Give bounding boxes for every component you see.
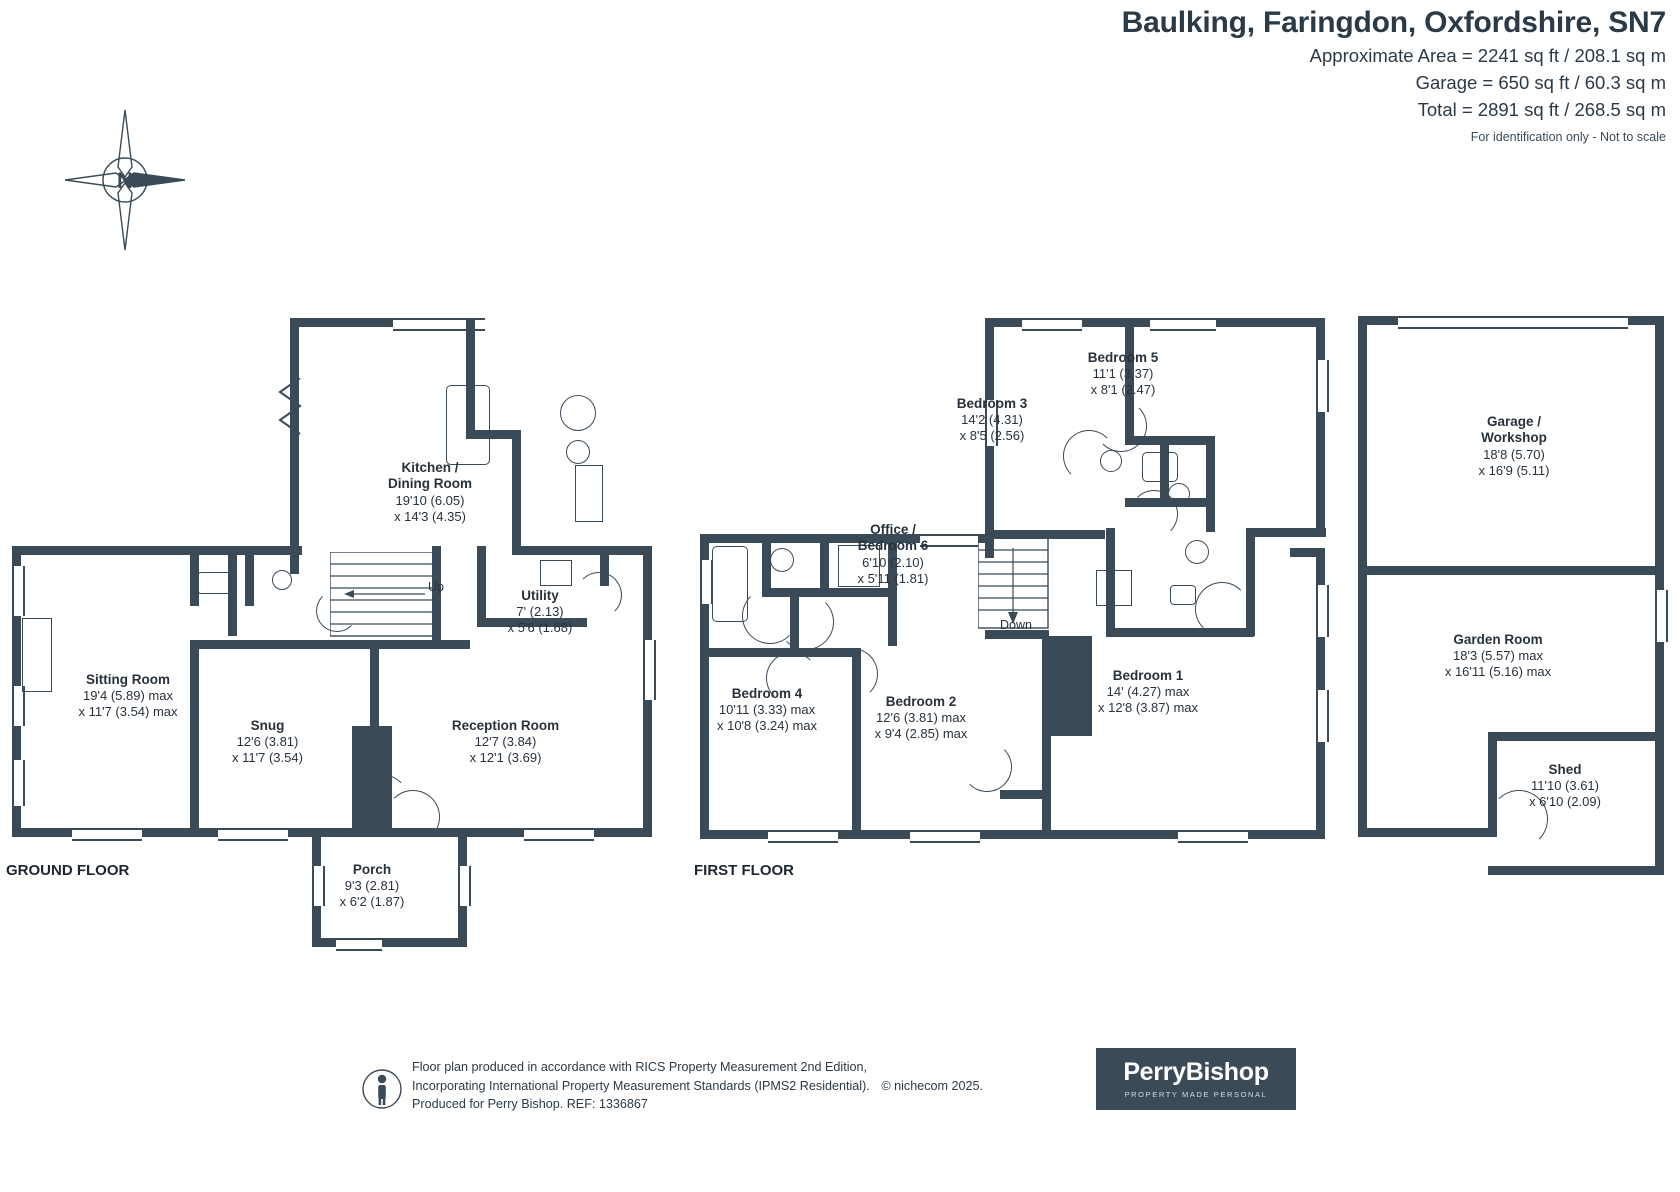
basin-icon: [272, 570, 292, 590]
door-swing: [1130, 490, 1178, 538]
header: [1122, 6, 1666, 144]
window: [643, 640, 656, 700]
sink-icon: [566, 440, 590, 464]
area-summary: [1122, 45, 1666, 121]
footer-copyright: © nichecom 2025.: [881, 1078, 984, 1093]
room-label-sitting-room: Sitting Room 19'4 (5.89) max x 11'7 (3.54) max: [78, 672, 178, 720]
perry-bishop-logo: [1096, 1048, 1296, 1110]
window: [12, 566, 25, 616]
window: [72, 828, 142, 841]
wall: [1246, 528, 1326, 537]
window: [458, 866, 471, 906]
room-label-snug: Snug 12'6 (3.81) x 11'7 (3.54): [232, 718, 303, 766]
wall: [1358, 566, 1664, 575]
door-swing: [742, 588, 798, 644]
area-approx: Approximate Area = 2241 sq ft / 208.1 sq m: [1309, 45, 1666, 66]
wall: [1358, 828, 1496, 837]
door-swing: [316, 590, 358, 632]
footer-text: [412, 1058, 983, 1114]
wall: [1655, 688, 1664, 874]
first-floor-tag: FIRST FLOOR: [694, 862, 794, 879]
room-label-kitchen-dining: Kitchen / Dining Room 19'10 (6.05) x 14'3 (4.35): [388, 460, 472, 524]
basin-icon: [1185, 540, 1209, 564]
wc-icon: [770, 548, 794, 572]
wall: [370, 640, 379, 730]
room-label-bedroom-2: Bedroom 2 12'6 (3.81) max x 9'4 (2.85) max: [874, 694, 968, 742]
wall: [1488, 866, 1664, 875]
window: [336, 938, 382, 951]
compass-rose: [60, 105, 190, 255]
person-icon: [362, 1062, 402, 1116]
logo-main-text: PerryBishop: [1123, 1058, 1269, 1086]
wc-icon: [1170, 585, 1196, 605]
stairs-down-label: Down: [1000, 618, 1032, 632]
footer-line-2: Incorporating International Property Measurement Standards (IPMS2 Residential).: [412, 1078, 870, 1093]
wall: [12, 546, 302, 555]
shower-icon: [1096, 570, 1132, 606]
kitchen-island: [446, 385, 490, 465]
wall: [1358, 566, 1367, 836]
room-label-bedroom-4: Bedroom 4 10'11 (3.33) max x 10'8 (3.24) max: [716, 686, 818, 734]
ground-floor-tag: GROUND FLOOR: [6, 862, 130, 879]
wall: [190, 640, 470, 649]
wall: [512, 546, 652, 555]
area-total: Total = 2891 sq ft / 268.5 sq m: [1417, 99, 1666, 120]
logo-sub-text: PROPERTY MADE PERSONAL: [1124, 1090, 1268, 1099]
window: [1316, 690, 1329, 742]
room-label-reception-room: Reception Room 12'7 (3.84) x 12'1 (3.69): [451, 718, 560, 766]
wall: [1000, 790, 1050, 799]
wall: [1246, 528, 1255, 636]
hob-icon: [560, 395, 596, 431]
appliance-icon: [575, 465, 603, 522]
window: [1178, 830, 1248, 843]
room-label-garage-workshop: Garage / Workshop 18'8 (5.70) x 16'9 (5.11): [1478, 414, 1550, 478]
window: [1316, 360, 1329, 412]
window: [524, 828, 594, 841]
room-label-porch: Porch 9'3 (2.81) x 6'2 (1.87): [339, 862, 405, 910]
window: [1316, 585, 1329, 637]
footer-line-1: Floor plan produced in accordance with RICS Property Measurement 2nd Edition,: [412, 1060, 868, 1074]
window: [1150, 318, 1216, 331]
room-label-office-bedroom-6: Office / Bedroom 6 6'10 (2.10) x 5'11 (1.81): [857, 522, 929, 586]
room-label-bedroom-3: Bedroom 3 14'2 (4.31) x 8'5 (2.56): [956, 396, 1028, 444]
stairs-up-label: Up: [428, 580, 444, 594]
wall: [1290, 548, 1325, 557]
area-garage: Garage = 650 sq ft / 60.3 sq m: [1415, 72, 1666, 93]
wall: [1316, 318, 1325, 528]
window: [12, 760, 25, 806]
door-swing: [1195, 582, 1249, 636]
bath-icon: [1142, 452, 1178, 482]
svg-text:N: N: [117, 168, 133, 193]
wall: [512, 430, 521, 550]
wall: [290, 546, 299, 574]
door-swing: [1063, 430, 1115, 482]
room-label-bedroom-5: Bedroom 5 11'1 (3.37) x 8'1 (2.47): [1087, 350, 1159, 398]
utility-appliance-icon: [540, 560, 572, 586]
window: [1655, 590, 1668, 642]
door-swing: [386, 790, 440, 844]
wall: [1488, 732, 1664, 741]
window: [218, 828, 288, 841]
room-label-utility: Utility 7' (2.13) x 5'6 (1.68): [507, 588, 573, 636]
window: [768, 830, 838, 843]
footer-line-3: Produced for Perry Bishop. REF: 1336867: [412, 1097, 648, 1111]
wall: [245, 546, 254, 606]
room-label-bedroom-1: Bedroom 1 14' (4.27) max x 12'8 (3.87) max: [1097, 668, 1199, 716]
window: [1022, 318, 1082, 331]
page-title: Baulking, Faringdon, Oxfordshire, SN7: [1121, 6, 1666, 39]
disclaimer-note: For identification only - Not to scale: [1470, 130, 1666, 144]
room-label-shed: Shed 11'10 (3.61) x 6'10 (2.09): [1529, 762, 1601, 810]
wall: [190, 640, 199, 836]
garage-door: [1398, 316, 1628, 329]
room-label-garden-room: Garden Room 18'3 (5.57) max x 16'11 (5.16) max: [1444, 632, 1552, 680]
window: [910, 830, 980, 843]
wall-break-symbol: [276, 378, 304, 440]
wall: [1206, 436, 1215, 532]
door-swing: [962, 742, 1012, 792]
wc-icon: [197, 572, 231, 594]
window: [12, 686, 25, 726]
